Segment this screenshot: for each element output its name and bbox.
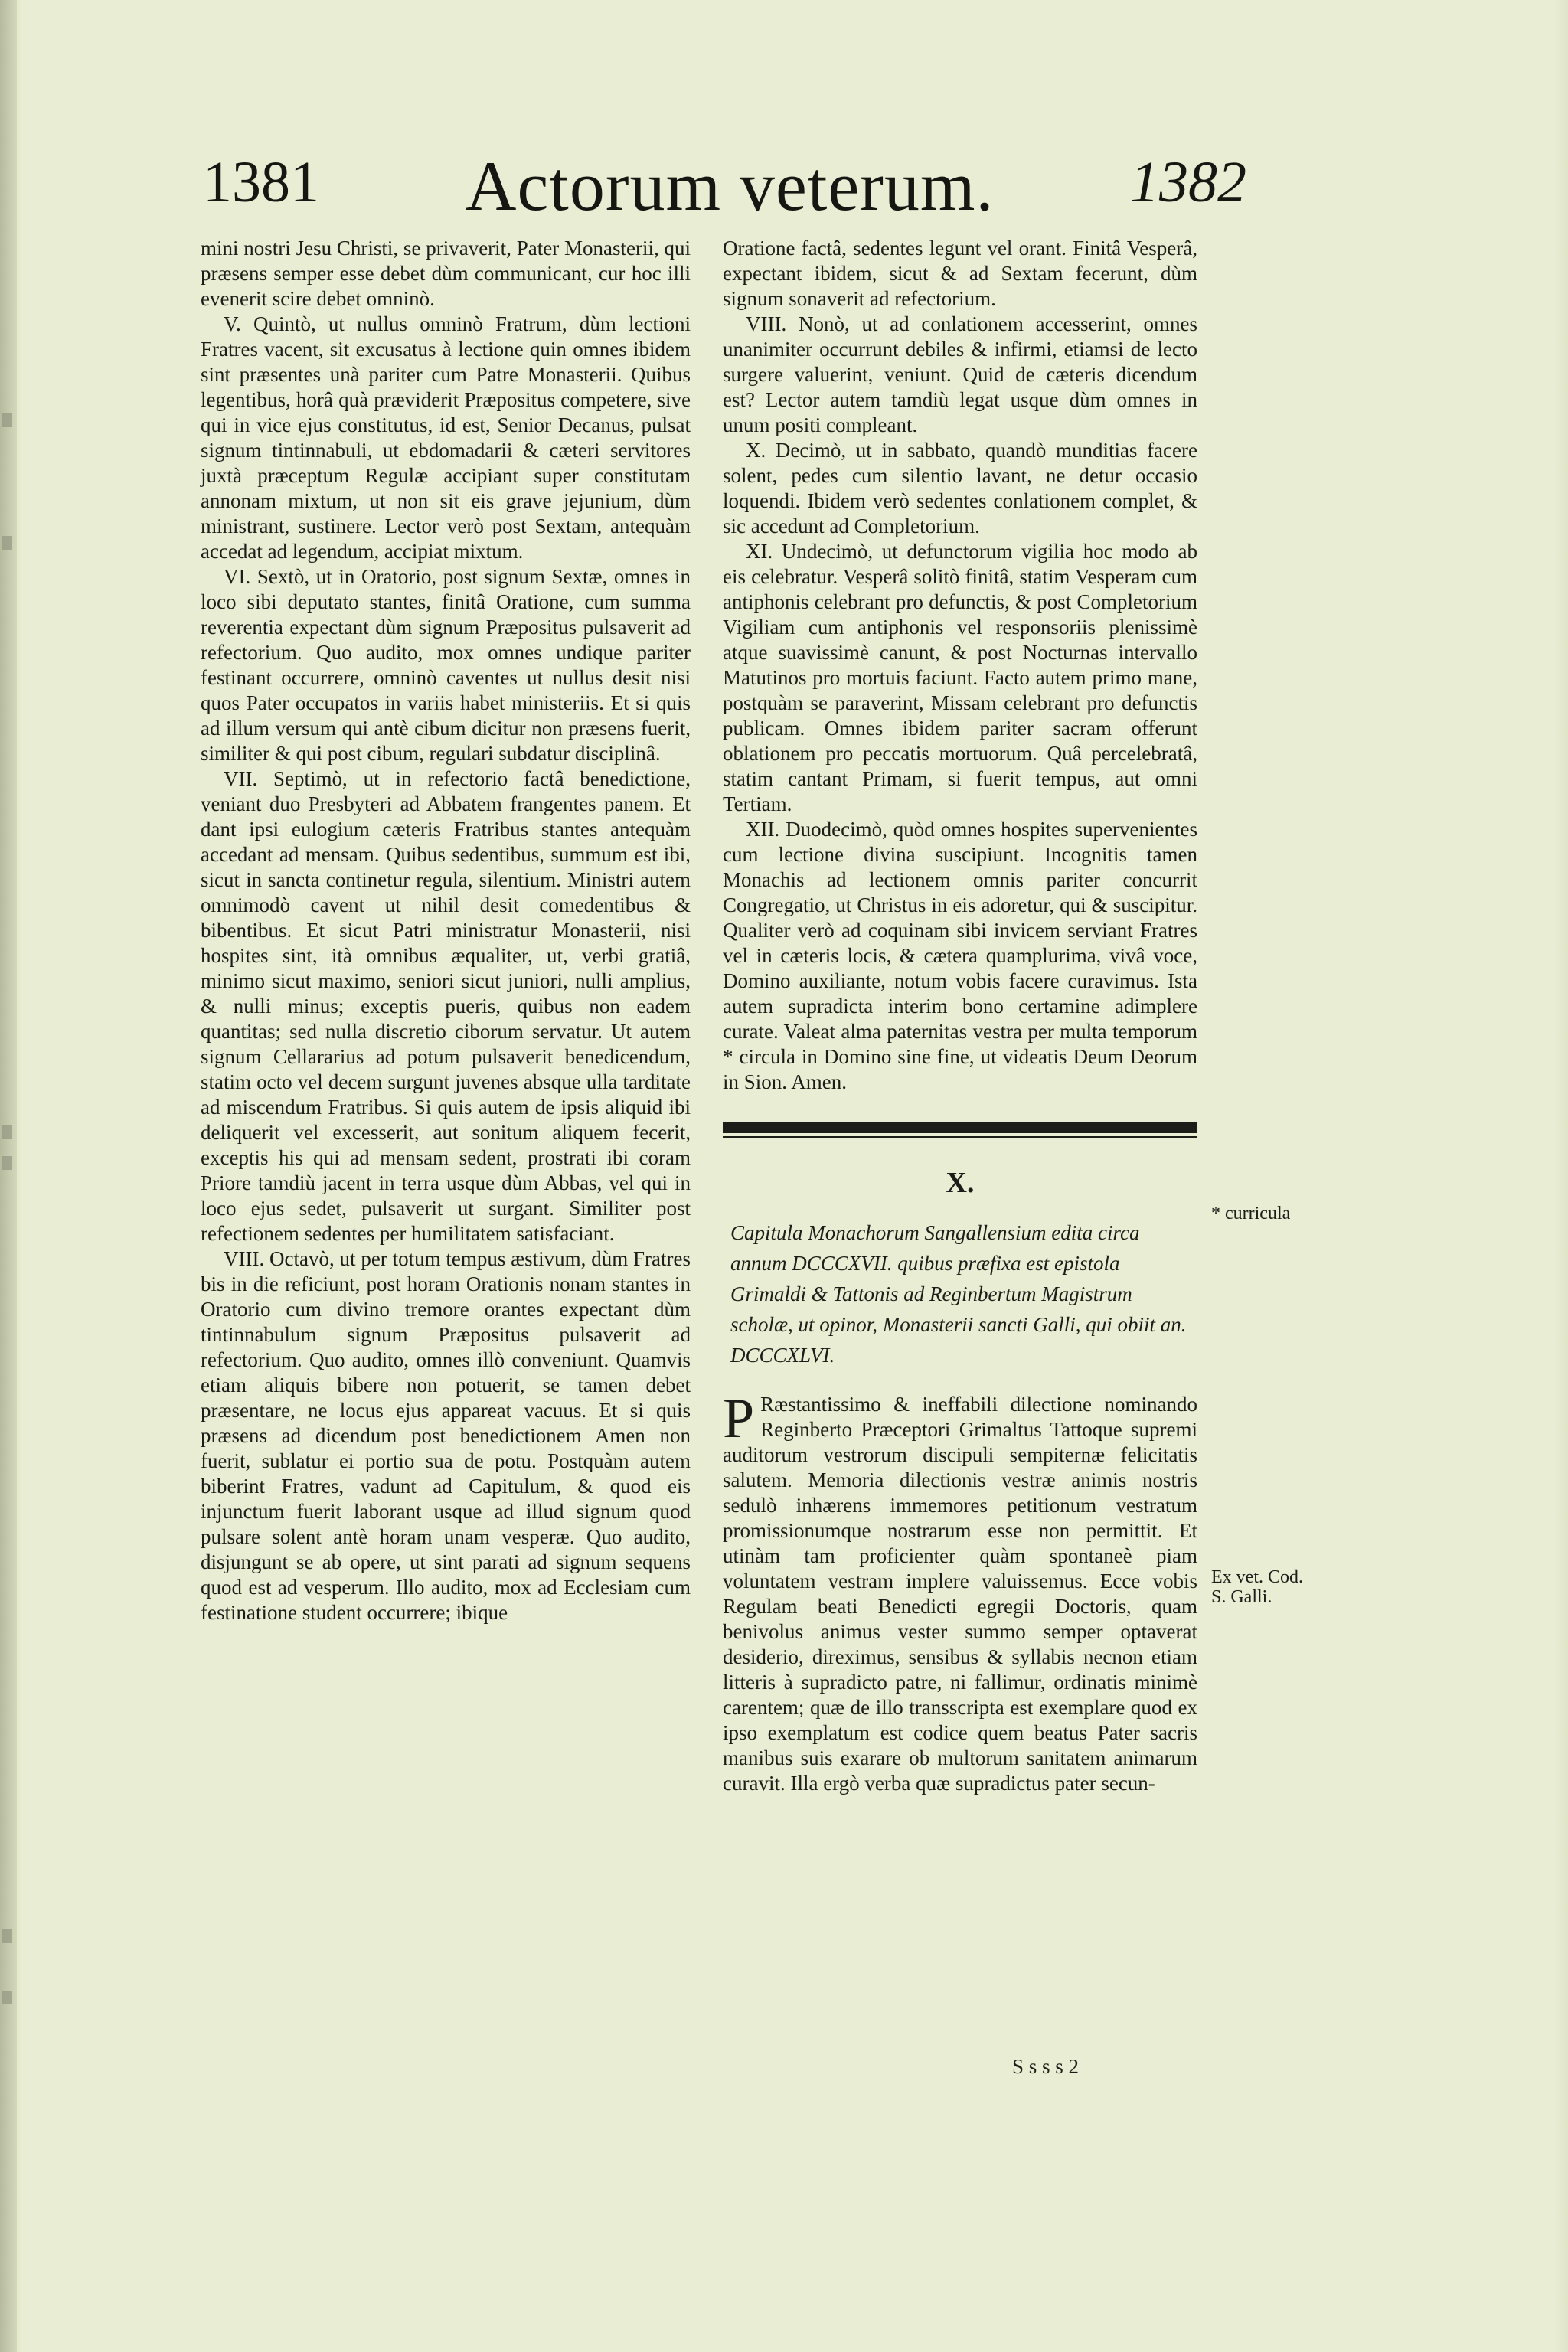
letter-text: Ræstantissimo & ineffabili dilectione nominando Reginberto Præceptori Grimaltus Tattoque supremi auditorum vestrorum discipuli sempiternæ felicitatis salutem. Memoria dilectionis vestræ animis nostris sedulò inhærens immemores petitionum vestratum promissionumque nostrarum esse non permittit. Et utinàm tam proficienter quàm spontaneè piam voluntatem vestram implere valuissemus. Ecce vobis Regulam beati Benedicti egregii Doctoris, quam benivolus animus vester summo semper optaverat desiderio, direximus, sensibus & syllabis necnon etiam litteris à supradicto patre, ni fallimur, ordinatis minimè carentem; quæ de illo transscripta est exemplare quod ex ipso exemplatum est codice quem beatus Pater sacris manibus suis exarare ob multorum sanitatem animarum curavit. Illa ergò verba quæ supradictus pater secun- (723, 1393, 1197, 1795)
edge-mark (2, 1929, 12, 1943)
paragraph: XII. Duodecimò, quòd omnes hospites supervenientes cum lectione divina suscipiunt. Incognitis tamen Monachis ad lectionem omnis pariter concurrit Congregatio, ut Christus in eis adoretur, qui & suscipitur. Qualiter verò ad coquinam sibi invicem serviant Fratres vel in cæteris locis, & cætera quamplurima, vivâ voce, Domino auxiliante, notum vobis facere curavimus. Ista autem supradicta interim bono certamine adimplere curate. Valeat alma paternitas vestra per multa temporum * circula in Domino sine fine, ut videatis Deum Deorum in Sion. Amen. (723, 818, 1197, 1093)
edge-mark (2, 1156, 12, 1170)
margin-note-curricula: * curricula (1211, 1204, 1291, 1223)
left-page-number: 1381 (203, 150, 319, 214)
right-column (723, 236, 1197, 1796)
paragraph: VIII. Nonò, ut ad conlationem accesserint, omnes unanimiter occurrunt debiles & infirmi, etiamsi de lecto surgere valuerint, veniunt. Quid de cæteris dicendum est? Lector autem tamdiù legat usque dùm omnes in unum positi compleant. (723, 312, 1197, 436)
edge-mark (2, 1991, 12, 2004)
paragraph: VI. Sextò, ut in Oratorio, post signum Sextæ, omnes in loco sibi deputato stantes, finitâ Oratione, cum summa reverentia expectant dùm signum Præpositus pulsaverit ad refectorium. Quo audito, mox omnes undique pariter festinant occurrere, omninò caventes ut nullus desit nisi quos Pater occupatos in variis habet ministeriis. Et si quis ad illum versum qui antè cibum dicitur non præsens fuerit, similiter & qui post cibum, regulari subdatur disciplinâ. (201, 565, 691, 765)
paragraph: XI. Undecimò, ut defunctorum vigilia hoc modo ab eis celebratur. Vesperâ solitò finitâ, statim Vesperam cum antiphonis celebrant pro defunctis, & post Completorium Vigiliam cum antiphonis vel responsoriis plenissimè atque suavissimè canunt, & post Nocturnas intervallo Matutinos pro mortuis faciunt. Facto autem primo mane, postquàm se paraverint, Missam celebrant pro defunctis publicam. Omnes ibidem pariter sacram offerunt oblationem pro peccatis mortuorum. Quâ percelebratâ, statim cantant Primam, si fuerit tempus, aut omni Tertiam. (723, 540, 1197, 815)
paragraph: V. Quintò, ut nullus omninò Fratrum, dùm lectioni Fratres vacent, sit excusatus à lectione quin omnes ibidem sint præsentes unà pariter cum Patre Monasterii. Quibus legentibus, horâ quà præviderit Præpositus competere, sive qui in vice ejus constitutus, id est, Senior Decanus, pulsat signum tintinnabuli, ut ebdomadarii & cæteri servitores juxtà præceptum Regulæ accipiant super constitutam annonam mixtum, ut non sit eis grave jejunium, dùm ministrant, sustinere. Lector verò post Sextam, antequàm accedat ad legendum, accipiat mixtum. (201, 312, 691, 563)
edge-mark (2, 413, 12, 427)
paragraph: X. Decimò, ut in sabbato, quandò munditias facere solent, pedes cum silentio lavant, ne detur occasio loquendi. Ibidem verò sedentes conlationem complet, & sic accedunt ad Completorium. (723, 439, 1197, 537)
right-page-number: 1382 (1130, 150, 1246, 214)
paragraph: mini nostri Jesu Christi, se privaverit, Pater Monasterii, qui præsens semper esse debet dùm communicant, cur hoc illi evenerit scire debet omninò. (201, 237, 691, 310)
edge-mark (2, 536, 12, 550)
section-divider (723, 1122, 1197, 1138)
signature-mark: S s s s 2 (1012, 2055, 1080, 2078)
left-column (201, 236, 691, 1625)
section-number: X. (946, 1167, 975, 1199)
thin-rule (723, 1136, 1197, 1138)
letter-body (723, 1387, 1197, 1796)
drop-capital: P (723, 1387, 755, 1450)
margin-note-source: Ex vet. Cod. S. Galli. (1211, 1567, 1303, 1607)
thick-rule (723, 1122, 1197, 1133)
edge-mark (2, 1125, 12, 1139)
paragraph: VIII. Octavò, ut per totum tempus æstivum, dùm Fratres bis in die reficiunt, post horam Orationis nonam stantes in Oratorio cum divino tremore orantes expectant dùm tintinnabulum signum Præpositus pulsaverit ad refectorium. Quo audito, omnes illò conveniunt. Quamvis etiam aliquis bibere non potuerit, se tamen debet præsentare, ne locus ejus appareat vacuus. Et si quis præsens ad dicendum post benedictionem Amen non fuerit, sublatur ei portio sua de potu. Postquàm autem biberint Fratres, vadunt ad Capitulum, & quod eis injunctum fuerit laborant usque ad illud signum quod pulsare solent antè horam unam vesperæ. Quo audito, disjungunt se ab opere, ut sint parati ad signum sequens quod est ad vesperum. Illo audito, mox ad Ecclesiam cum festinatione student occurrere; ibique (201, 1247, 691, 1624)
chapter-heading: Capitula Monachorum Sangallensium edita circa annum DCCCXVII. quibus præfixa est epistola Grimaldi & Tattonis ad Reginbertum Magistrum scholæ, ut opinor, Monasterii sancti Galli, qui obiit an. DCCCXLVI. (730, 1221, 1187, 1367)
paragraph: VII. Septimò, ut in refectorio factâ benedictione, veniant duo Presbyteri ad Abbatem frangentes panem. Et dant ipsi eulogium cæteris Fratribus stantes antequàm accedant ad mensam. Quibus sedentibus, summum est ibi, sicut in sancta continetur regula, silentium. Ministri autem omnimodò cavent ut nihil desit comedentibus & bibentibus. Et sicut Patri ministratur Monasterii, nisi hospites sint, ità omnibus æqualiter, ut, verbi gratiâ, minimo sicut maximo, seniori sicut juniori, nulli amplius, & nulli minus; exceptis pueris, quibus non eadem quantitas; sed nulla discretio ciborum servatur. Ut autem signum Cellararius ad potum pulsaverit benedicendum, statim octo vel decem surgunt juvenes absque ulla tarditate ad miscendum Fratribus. Si quis autem de ipsis aliquid ibi deliquerit vel excesserit, aut sonitum aliquem fecerit, exceptis his qui ad mensam sedent, prostrati ibi coram Priore tamdiù jacent in terra usque dùm Abbas, vel qui in loco ejus sedet, pulsaverit ut surgant. Similiter post refectionem sedentes per humilitatem satisfaciant. (201, 767, 691, 1245)
paragraph: Oratione factâ, sedentes legunt vel orant. Finitâ Vesperâ, expectant ibidem, sicut & ad Sextam fecerunt, dùm signum sonaverit ad refectorium. (723, 237, 1197, 310)
running-title: Actorum veterum. (466, 147, 995, 225)
